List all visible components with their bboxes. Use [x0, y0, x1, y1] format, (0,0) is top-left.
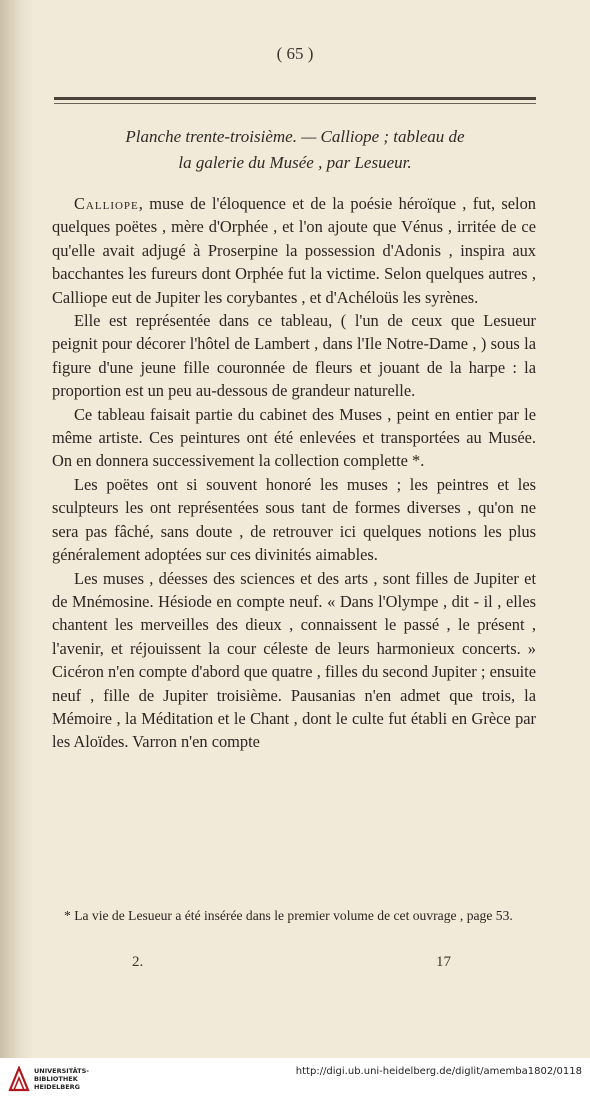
footnote-text: * La vie de Lesueur a été insérée dans le premier volume de cet ouvrage , page 53. — [64, 908, 513, 923]
permalink[interactable]: http://digi.ub.uni-heidelberg.de/diglit/amemba1802/0118 — [295, 1066, 582, 1077]
paragraph-4: Les poëtes ont si souvent honoré les muses ; les peintres et les sculpteurs les ont représentées sous tant de formes diverses , qu'on ne sera pas fâché, sans doute , de retrouver ici quelques notions les plus généralement adoptées sur ces divinités aimables. — [52, 474, 536, 565]
logo-line-1: UNIVERSITÄTS- — [34, 1067, 89, 1075]
header-rule-thin — [54, 103, 536, 104]
paragraph-5: Les muses , déesses des sciences et des arts , sont filles de Jupiter et de Mnémosine. Hésiode en compte neuf. « Dans l'Olympe , dit - il , elles chantent les merveilles des dieux , connaissent le passé , le présent , l'avenir, et réjouissent la cour céleste de leurs harmonieux concerts. » Cicéron n'en compte d'abord que quatre , filles du second Jupiter ; ensuite neuf , fille de Jupiter troisième. Pausanias n'en admet que trois, la Mémoire , la Méditation et le Chant , dont le culte fut établi en Grèce par les Aloïdes. Varron n'en compte — [52, 568, 536, 752]
header-rule-thick — [54, 97, 536, 100]
paragraph-1 — [52, 192, 536, 309]
paragraph-2: Elle est représentée dans ce tableau, ( l'un de ceux que Lesueur peignit pour décorer l'hôtel de Lambert , dans l'Ile Notre-Dame , ) sous la figure d'une jeune fille couronnée de fleurs et jouant de la harpe : la proportion est un peu au-dessous de grandeur naturelle. — [52, 311, 536, 401]
footnote — [52, 906, 536, 926]
viewer-footer — [0, 1058, 590, 1100]
logo-wordmark — [34, 1067, 89, 1091]
logo-line-2: BIBLIOTHEK — [34, 1075, 78, 1083]
logo-line-3: HEIDELBERG — [34, 1083, 81, 1091]
leaf-number: 17 — [436, 954, 451, 970]
paragraph-3: Ce tableau faisait partie du cabinet des Muses , peint en entier par le même artiste. Ces peintures ont été enlevées et transportées au Musée. On en donnera successivement la collection complette *. — [52, 404, 536, 471]
paragraph-text: , muse de l'éloquence et de la poésie héroïque , fut, selon quelques poëtes , mère d'Orphée , et l'on ajoute que Vénus , irritée de ce qu'elle avait adjugé à Proserpine la possession d'Adonis , inspira aux bacchantes les fureurs dont Orphée fut la victime. Selon quelques autres , Calliope eut de Jupiter les corybantes , et d'Achéloüs les syrènes. — [52, 194, 536, 307]
page-number: ( 65 ) — [276, 44, 314, 63]
paragraph-lead-word: Calliope — [74, 194, 139, 213]
body-text — [52, 192, 536, 754]
heading-line-1: Planche trente-troisième. — Calliope ; tableau de — [125, 127, 465, 146]
binding-shadow — [0, 0, 34, 1058]
signature-mark: 2. — [132, 954, 144, 970]
plate-heading — [52, 124, 538, 176]
university-logo-icon — [8, 1066, 30, 1096]
heading-line-2: la galerie du Musée , par Lesueur. — [178, 153, 412, 172]
